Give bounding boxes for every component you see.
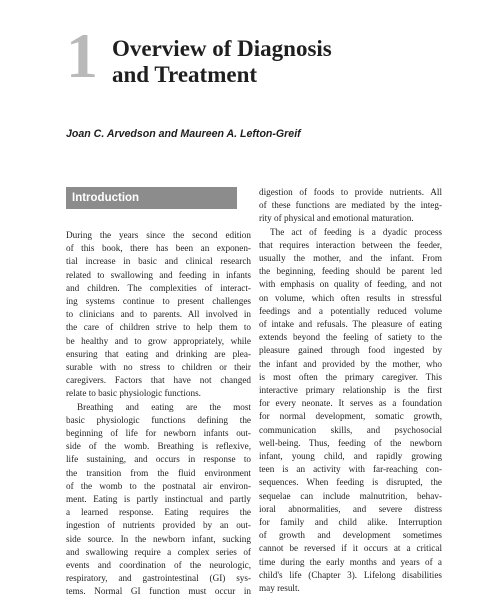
- text-line: for normal development, somatic growth,: [259, 411, 442, 422]
- text-line: beginning of life for newborn infants out-: [66, 428, 251, 439]
- text-line: the infant and provided by the mother, who: [259, 358, 442, 369]
- text-line: the beginning, feeding should be parent led: [259, 266, 442, 277]
- chapter-title: [112, 36, 332, 88]
- text-line: extends beyond the feeling of satiety to the: [259, 332, 442, 343]
- text-line: ioral abnormalities, and severe distress: [259, 503, 442, 514]
- text-line: caregivers. Factors that have not changed: [66, 375, 251, 386]
- text-line: side source. In the newborn infant, sucking: [66, 533, 251, 544]
- text-line: to clinicians and to parents. All involved in: [66, 309, 251, 320]
- text-line: pleasure gained through food ingested by: [259, 345, 442, 356]
- text-line: a learned response. Eating requires the: [66, 507, 251, 518]
- text-line: usually the mother, and the infant. From: [259, 253, 442, 264]
- text-line: tems. Normal GI function must occur in: [66, 586, 251, 597]
- text-line: that requires interaction between the feeder,: [259, 239, 442, 250]
- text-line: feedings and a potentially reduced volume: [259, 305, 442, 316]
- text-line: for family and child alike. Interruption: [259, 517, 442, 528]
- text-line: and swallowing require a complex series of: [66, 546, 251, 557]
- text-line: rity of physical and emotional maturation.: [259, 213, 414, 224]
- text-line: is most often the primary caregiver. This: [259, 371, 442, 382]
- text-line: of these functions are mediated by the integ-: [259, 200, 442, 211]
- text-line: of growth and development sometimes: [259, 530, 442, 541]
- text-line: for every neonate. It serves as a foundation: [259, 398, 442, 409]
- text-line: be healthy and to grow appropriately, while: [66, 335, 251, 346]
- text-line: surable with no stress to children or their: [66, 362, 251, 373]
- body-column-left: [66, 229, 251, 599]
- text-line: of this book, there has been an exponen-: [66, 243, 251, 254]
- text-line: child's life (Chapter 3). Lifelong disabilities: [259, 569, 442, 580]
- text-line: may result.: [259, 583, 300, 594]
- text-line: ingestion of nutrients provided by an out-: [66, 520, 251, 531]
- section-heading-bar: [66, 187, 237, 209]
- chapter-authors: Joan C. Arvedson and Maureen A. Lefton-Greif: [66, 128, 301, 140]
- text-line: tial increase in basic and clinical research: [66, 256, 251, 267]
- text-line: respiratory, and gastrointestinal (GI) sys-: [66, 573, 251, 584]
- text-line: sequelae can include malnutrition, behav-: [259, 490, 442, 501]
- chapter-title-line: and Treatment: [112, 62, 258, 87]
- text-line: Breathing and eating are the most: [77, 401, 251, 412]
- text-line: on volume, which often results in stressful: [259, 292, 442, 303]
- text-line: side of the womb. Breathing is reflexive,: [66, 441, 251, 452]
- text-line: interactive primary relationship is the first: [259, 385, 442, 396]
- text-line: and children. The complexities of interact-: [66, 282, 251, 293]
- body-column-right: [259, 186, 442, 595]
- text-line: relate to basic physiologic functions.: [66, 388, 201, 399]
- text-line: ing systems continue to present challenges: [66, 296, 251, 307]
- text-line: The act of feeding is a dyadic process: [270, 226, 442, 237]
- text-line: basic physiologic functions defining the: [66, 414, 251, 425]
- text-line: the care of children strive to help them to: [66, 322, 251, 333]
- text-line: related to swallowing and feeding in infants: [66, 269, 251, 280]
- text-line: communication skills, and psychosocial: [259, 424, 442, 435]
- text-line: cannot be reversed if it occurs at a critical: [259, 543, 442, 554]
- text-line: life sustaining, and occurs in response to: [66, 454, 251, 465]
- text-line: of intake and refusals. The pleasure of eating: [259, 319, 442, 330]
- text-line: events and coordination of the neurologic,: [66, 560, 251, 571]
- text-line: During the years since the second edition: [66, 230, 251, 240]
- section-heading: Introduction: [72, 192, 140, 204]
- text-line: with emphasis on quality of feeding, and not: [259, 279, 442, 290]
- text-line: of the womb to the postnatal air environ-: [66, 480, 251, 491]
- text-line: teen is an activity with far-reaching con-: [259, 464, 442, 475]
- text-line: digestion of foods to provide nutrients. All: [259, 187, 442, 197]
- chapter-title-line: Overview of Diagnosis: [112, 36, 332, 61]
- text-line: ment. Eating is partly instinctual and partly: [66, 494, 251, 505]
- text-line: well-being. Thus, feeding of the newborn: [259, 437, 442, 448]
- text-line: time during the early months and years of a: [259, 556, 442, 567]
- chapter-number: 1: [66, 20, 98, 91]
- text-line: ensuring that eating and drinking are plea-: [66, 348, 251, 359]
- text-line: the transition from the fluid environment: [66, 467, 251, 478]
- text-line: sequences. When feeding is disrupted, the: [259, 477, 442, 488]
- text-line: infant, young child, and rapidly growing: [259, 451, 442, 462]
